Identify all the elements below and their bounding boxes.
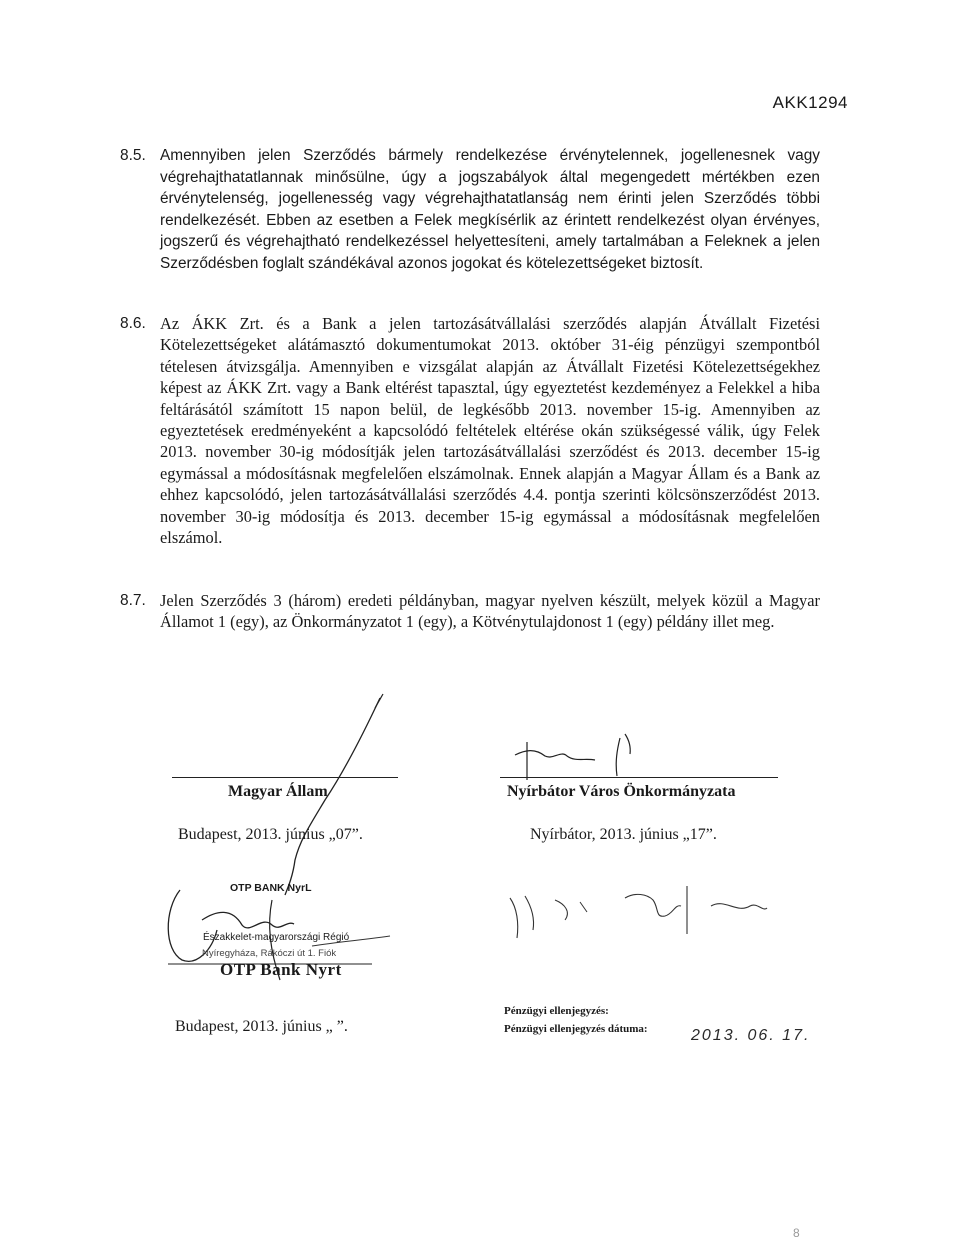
stamp-company: OTP Bank Nyrt bbox=[220, 960, 342, 979]
onkormanyzat-label: Nyírbátor Város Önkormányzata bbox=[507, 783, 736, 800]
stamp-branch: Nyíregyháza, Rákóczi út 1. Fiók bbox=[202, 948, 337, 959]
countersignature bbox=[505, 878, 775, 948]
countersignature-date: 2013. 06. 17. bbox=[691, 1027, 811, 1044]
stamp-region: Északkelet-magyarországi Régió bbox=[203, 932, 350, 943]
onkormanyzat-signature-line bbox=[500, 777, 778, 778]
page-number: 8 bbox=[793, 1226, 800, 1240]
magyar-allam-signature-line bbox=[172, 777, 398, 778]
bank-date: Budapest, 2013. június „ ”. bbox=[175, 1018, 348, 1035]
onkormanyzat-date: Nyírbátor, 2013. június „17”. bbox=[530, 826, 717, 843]
countersignature-date-label: Pénzügyi ellenjegyzés dátuma: bbox=[504, 1023, 648, 1035]
section-text: Az ÁKK Zrt. és a Bank a jelen tartozásátvállalási szerződés alapján Átvállalt Fizetési Kötelezettségeket alátámasztó dokumentumokat 2013. október 31-éig pénzügyi szempontból tételesen átvizsgálja. Amennyiben e vizsgálat alapján az Átvállalt Fizetési Kötelezettségekhez képest az ÁKK Zrt. vagy a Bank eltérést tapasztal, úgy egyeztetést kezdeményez a Felekkel a hiba feltárásától számított 15 napon belül, de legkésőbb 2013. november 15-ig. Amennyiben az egyeztetések eredményeként a kapcsolódó feltételek eltérése okán szükségessé válik, úgy Felek 2013. november 30-ig módosítják jelen tartozásátvállalási szerződést és 2013. december 15-ig egymással a módosításnak megfelelően elszámolnak. Ennek alapján a Magyar Állam és a Bank az ehhez kapcsolódó, jelen tartozásátvállalási szerződés 4.4. pontja szerinti kölcsönszerződést 2013. november 30-ig módosítja és 2013. december 15-ig egymással a módosításnak megfelelően elszámol. bbox=[160, 314, 820, 548]
section-text: Amennyiben jelen Szerződés bármely rendelkezése érvénytelennek, jogellenesnek vagy végrehajthatatlannak minősülne, úgy a jogszabályok által megengedett mértékben ezen érvénytelenség, jogellenesség vagy végrehajthatatlanság nem érinti jelen Szerződés többi rendelkezését. Ebben az esetben a Felek megkísérlik az érintett rendelkezést olyan érvényes, jogszerű és végrehajtható rendelkezéssel helyettesíteni, amely tartalmában a Feleknek a jelen Szerződésben foglalt szándékával azonos jogokat és kötelezettségeket biztosít. bbox=[160, 147, 820, 272]
stamp-bank-name: OTP BANK NyrL bbox=[230, 882, 312, 894]
magyar-allam-label: Magyar Állam bbox=[228, 783, 328, 800]
section-number: 8.7. bbox=[120, 592, 146, 609]
section-8-7 bbox=[120, 590, 820, 633]
bank-stamp bbox=[162, 880, 402, 990]
document-id: AKK1294 bbox=[772, 93, 848, 112]
section-8-5 bbox=[120, 145, 820, 275]
magyar-allam-date: Budapest, 2013. június „07”. bbox=[178, 826, 363, 843]
section-text: Jelen Szerződés 3 (három) eredeti példányban, magyar nyelven készült, melyek közül a Magyar Államot 1 (egy), az Önkormányzatot 1 (egy), a Kötvénytulajdonost 1 (egy) példány illet meg. bbox=[160, 591, 820, 632]
onkormanyzat-signature bbox=[505, 720, 705, 790]
section-8-6 bbox=[120, 313, 820, 548]
countersignature-label: Pénzügyi ellenjegyzés: bbox=[504, 1005, 609, 1017]
section-number: 8.6. bbox=[120, 315, 146, 332]
section-number: 8.5. bbox=[120, 147, 146, 164]
